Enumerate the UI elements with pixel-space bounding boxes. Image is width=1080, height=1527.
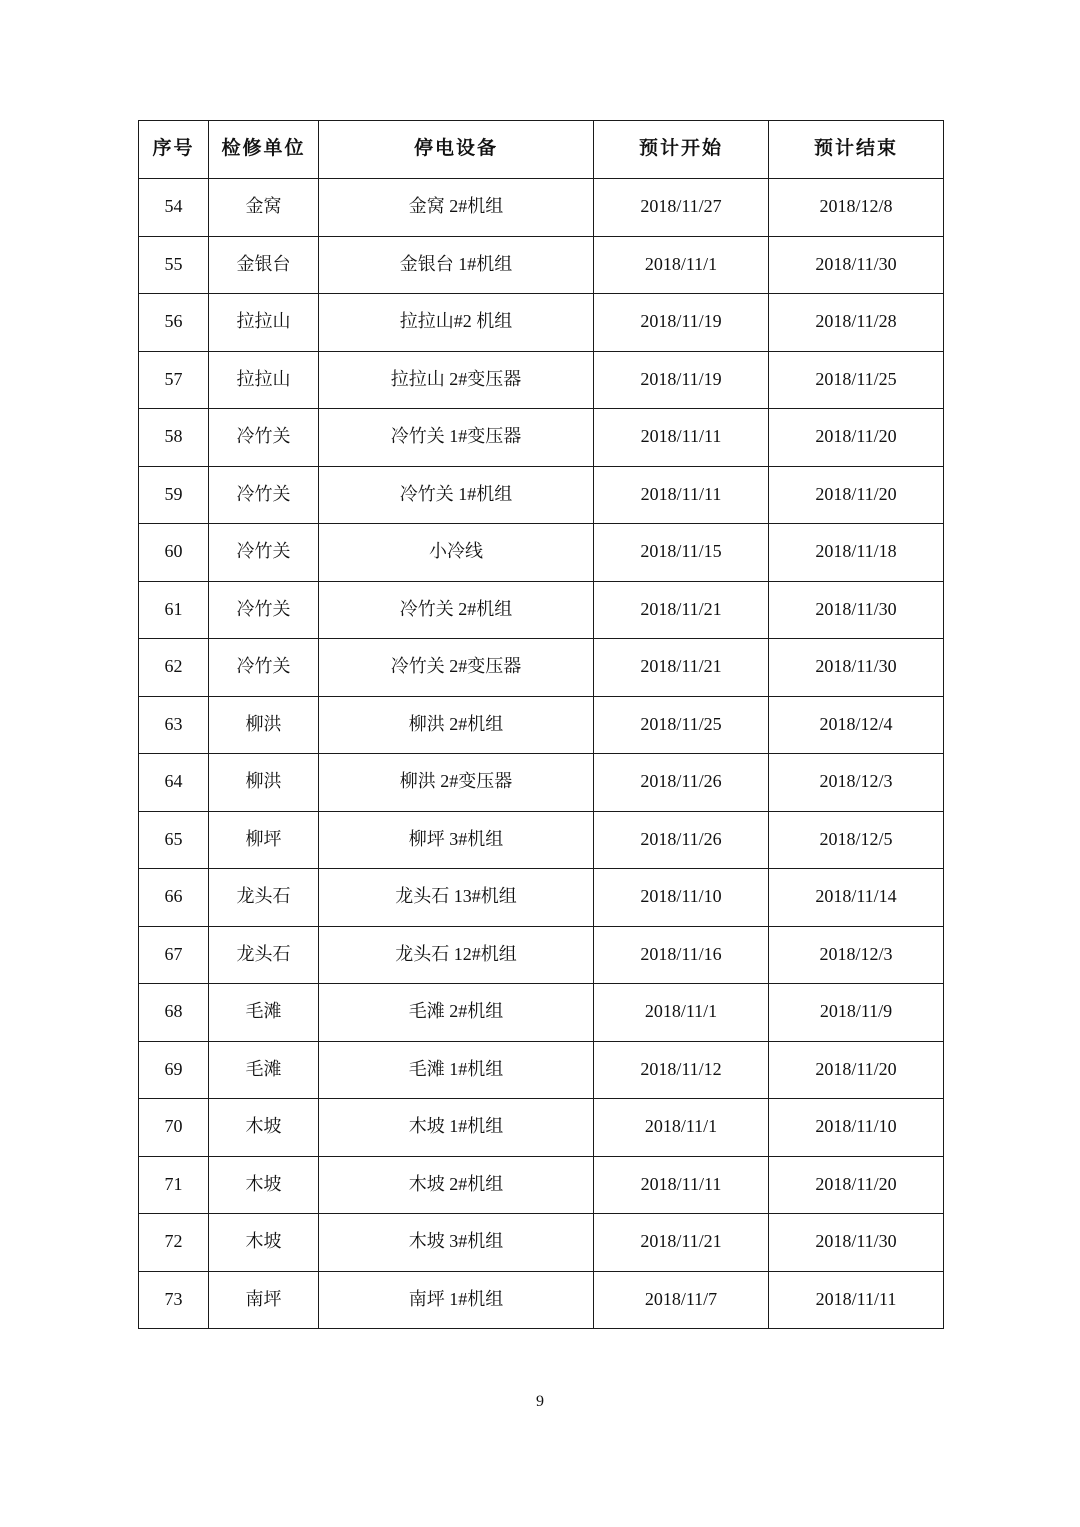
- table-row: [139, 1271, 944, 1329]
- table-row: [139, 236, 944, 294]
- cell-index: 64: [139, 754, 209, 812]
- cell-unit: 冷竹关: [209, 524, 319, 582]
- cell-start: 2018/11/16: [594, 926, 769, 984]
- cell-index: 58: [139, 409, 209, 467]
- cell-device: 拉拉山#2 机组: [319, 294, 594, 352]
- header-cell-start: 预计开始: [594, 121, 769, 179]
- cell-end: 2018/12/5: [769, 811, 944, 869]
- cell-index: 54: [139, 179, 209, 237]
- cell-device: 冷竹关 1#变压器: [319, 409, 594, 467]
- cell-start: 2018/11/12: [594, 1041, 769, 1099]
- cell-device: 木坡 2#机组: [319, 1156, 594, 1214]
- cell-start: 2018/11/11: [594, 409, 769, 467]
- cell-start: 2018/11/19: [594, 294, 769, 352]
- cell-device: 拉拉山 2#变压器: [319, 351, 594, 409]
- table-row: [139, 639, 944, 697]
- cell-unit: 冷竹关: [209, 466, 319, 524]
- table-row: [139, 179, 944, 237]
- table-row: [139, 294, 944, 352]
- table-row: [139, 984, 944, 1042]
- cell-start: 2018/11/27: [594, 179, 769, 237]
- cell-unit: 木坡: [209, 1156, 319, 1214]
- page-number: 9: [536, 1393, 544, 1410]
- cell-index: 59: [139, 466, 209, 524]
- table-row: [139, 1041, 944, 1099]
- cell-start: 2018/11/7: [594, 1271, 769, 1329]
- cell-end: 2018/12/3: [769, 754, 944, 812]
- cell-index: 69: [139, 1041, 209, 1099]
- cell-device: 金银台 1#机组: [319, 236, 594, 294]
- cell-device: 龙头石 13#机组: [319, 869, 594, 927]
- cell-start: 2018/11/1: [594, 984, 769, 1042]
- cell-device: 木坡 3#机组: [319, 1214, 594, 1272]
- cell-end: 2018/11/20: [769, 1041, 944, 1099]
- cell-index: 62: [139, 639, 209, 697]
- cell-end: 2018/12/8: [769, 179, 944, 237]
- table-row: [139, 466, 944, 524]
- table-row: [139, 351, 944, 409]
- cell-end: 2018/11/14: [769, 869, 944, 927]
- cell-start: 2018/11/21: [594, 581, 769, 639]
- cell-end: 2018/11/20: [769, 466, 944, 524]
- table-row: [139, 811, 944, 869]
- cell-index: 71: [139, 1156, 209, 1214]
- table-row: [139, 1214, 944, 1272]
- cell-unit: 柳洪: [209, 696, 319, 754]
- cell-start: 2018/11/21: [594, 639, 769, 697]
- cell-unit: 龙头石: [209, 869, 319, 927]
- cell-index: 61: [139, 581, 209, 639]
- cell-start: 2018/11/26: [594, 811, 769, 869]
- cell-unit: 柳坪: [209, 811, 319, 869]
- cell-device: 金窝 2#机组: [319, 179, 594, 237]
- cell-start: 2018/11/1: [594, 1099, 769, 1157]
- cell-unit: 冷竹关: [209, 581, 319, 639]
- table-row: [139, 869, 944, 927]
- cell-end: 2018/11/30: [769, 581, 944, 639]
- cell-index: 65: [139, 811, 209, 869]
- table-row: [139, 754, 944, 812]
- table-body: [139, 179, 944, 1329]
- cell-index: 57: [139, 351, 209, 409]
- cell-index: 56: [139, 294, 209, 352]
- cell-device: 冷竹关 2#机组: [319, 581, 594, 639]
- cell-index: 67: [139, 926, 209, 984]
- cell-index: 70: [139, 1099, 209, 1157]
- header-cell-end: 预计结束: [769, 121, 944, 179]
- cell-index: 66: [139, 869, 209, 927]
- table-row: [139, 696, 944, 754]
- cell-index: 72: [139, 1214, 209, 1272]
- cell-unit: 冷竹关: [209, 409, 319, 467]
- cell-unit: 金窝: [209, 179, 319, 237]
- header-cell-index: 序号: [139, 121, 209, 179]
- cell-unit: 拉拉山: [209, 294, 319, 352]
- table-row: [139, 926, 944, 984]
- cell-start: 2018/11/19: [594, 351, 769, 409]
- cell-index: 63: [139, 696, 209, 754]
- cell-index: 68: [139, 984, 209, 1042]
- cell-start: 2018/11/10: [594, 869, 769, 927]
- cell-unit: 南坪: [209, 1271, 319, 1329]
- cell-device: 毛滩 1#机组: [319, 1041, 594, 1099]
- cell-unit: 毛滩: [209, 984, 319, 1042]
- cell-index: 60: [139, 524, 209, 582]
- cell-end: 2018/11/10: [769, 1099, 944, 1157]
- table-row: [139, 524, 944, 582]
- cell-start: 2018/11/26: [594, 754, 769, 812]
- cell-end: 2018/11/9: [769, 984, 944, 1042]
- header-cell-device: 停电设备: [319, 121, 594, 179]
- cell-end: 2018/11/30: [769, 236, 944, 294]
- cell-device: 木坡 1#机组: [319, 1099, 594, 1157]
- cell-end: 2018/11/18: [769, 524, 944, 582]
- cell-end: 2018/11/20: [769, 409, 944, 467]
- cell-end: 2018/12/4: [769, 696, 944, 754]
- cell-device: 冷竹关 2#变压器: [319, 639, 594, 697]
- cell-start: 2018/11/15: [594, 524, 769, 582]
- cell-end: 2018/12/3: [769, 926, 944, 984]
- cell-unit: 金银台: [209, 236, 319, 294]
- cell-start: 2018/11/1: [594, 236, 769, 294]
- cell-unit: 拉拉山: [209, 351, 319, 409]
- cell-end: 2018/11/30: [769, 1214, 944, 1272]
- cell-unit: 木坡: [209, 1099, 319, 1157]
- cell-end: 2018/11/30: [769, 639, 944, 697]
- cell-index: 55: [139, 236, 209, 294]
- cell-device: 毛滩 2#机组: [319, 984, 594, 1042]
- cell-end: 2018/11/25: [769, 351, 944, 409]
- table-header-row: [139, 121, 944, 179]
- cell-device: 柳坪 3#机组: [319, 811, 594, 869]
- table-row: [139, 1099, 944, 1157]
- table-row: [139, 1156, 944, 1214]
- cell-start: 2018/11/11: [594, 1156, 769, 1214]
- cell-unit: 毛滩: [209, 1041, 319, 1099]
- table-header: [139, 121, 944, 179]
- outage-schedule-table: [138, 120, 944, 1329]
- cell-end: 2018/11/20: [769, 1156, 944, 1214]
- cell-unit: 龙头石: [209, 926, 319, 984]
- cell-unit: 冷竹关: [209, 639, 319, 697]
- cell-unit: 柳洪: [209, 754, 319, 812]
- cell-start: 2018/11/25: [594, 696, 769, 754]
- table-row: [139, 409, 944, 467]
- cell-device: 柳洪 2#机组: [319, 696, 594, 754]
- cell-start: 2018/11/21: [594, 1214, 769, 1272]
- table-row: [139, 581, 944, 639]
- cell-device: 龙头石 12#机组: [319, 926, 594, 984]
- cell-device: 冷竹关 1#机组: [319, 466, 594, 524]
- cell-end: 2018/11/11: [769, 1271, 944, 1329]
- cell-start: 2018/11/11: [594, 466, 769, 524]
- cell-end: 2018/11/28: [769, 294, 944, 352]
- cell-device: 柳洪 2#变压器: [319, 754, 594, 812]
- cell-device: 南坪 1#机组: [319, 1271, 594, 1329]
- cell-index: 73: [139, 1271, 209, 1329]
- cell-unit: 木坡: [209, 1214, 319, 1272]
- header-cell-unit: 检修单位: [209, 121, 319, 179]
- cell-device: 小冷线: [319, 524, 594, 582]
